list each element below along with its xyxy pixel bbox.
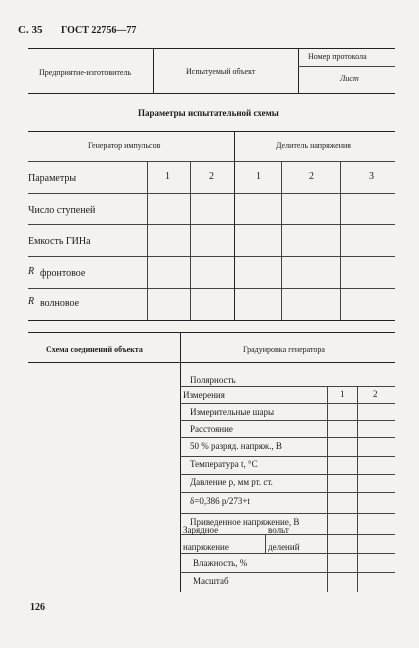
divider-header: Делитель напряжения <box>276 141 351 150</box>
test-object-label: Испытуемый объект <box>186 67 256 76</box>
charging-label-1: Зарядное <box>183 525 219 535</box>
calib-row-3: 50 % разряд. напряж., В <box>190 441 282 451</box>
divider-col-1: 1 <box>256 171 261 182</box>
generator-col-2: 2 <box>209 171 214 182</box>
divider-col-3: 3 <box>369 171 374 182</box>
row-prefix-front: R <box>28 266 35 277</box>
manufacturer-label: Предприятие-изготовитель <box>39 68 132 77</box>
calibration-header: Градуировка генератора <box>243 345 325 354</box>
row-label-wave: волновое <box>40 298 80 309</box>
divisions-label: делений <box>268 542 300 552</box>
sheet-label: Лист <box>340 74 359 83</box>
meas-col-2: 2 <box>373 389 378 399</box>
polarity-label: Полярность <box>190 375 236 385</box>
calib-row-2: Расстояние <box>190 424 233 434</box>
calib-row-5: Давление p, мм рт. ст. <box>190 477 273 487</box>
calib-row-1: Измерительные шары <box>190 407 275 417</box>
meas-col-1: 1 <box>340 389 345 399</box>
row-prefix-wave: R <box>28 296 35 307</box>
humidity-label: Влажность, % <box>193 558 248 568</box>
params-label: Параметры <box>28 173 77 184</box>
row-label-capacity: Емкость ГИНа <box>28 236 91 247</box>
generator-col-1: 1 <box>165 171 170 182</box>
calib-row-4: Температура t, °С <box>190 459 258 469</box>
row-label-stages: Число ступеней <box>28 205 96 216</box>
measurements-label: Измерения <box>183 390 225 400</box>
volt-label: вольт <box>268 525 289 535</box>
scale-label: Масштаб <box>193 576 229 586</box>
page-header-gost: ГОСТ 22756—77 <box>61 25 137 36</box>
generator-header: Генератор импульсов <box>88 141 161 150</box>
charging-label-2: напряжение <box>183 542 229 552</box>
calib-row-7: Приведенное напряжение, В <box>190 517 300 527</box>
protocol-number-label: Номер протокола <box>308 52 367 61</box>
page-header-prefix: С. 35 <box>18 24 43 36</box>
page-number: 126 <box>30 602 45 613</box>
scheme-header: Схема соединений объекта <box>46 345 143 354</box>
calib-row-6: δ=0,386 p/273+t <box>190 496 250 506</box>
divider-col-2: 2 <box>309 171 314 182</box>
row-label-front: фронтовое <box>40 268 86 279</box>
test-scheme-title: Параметры испытательной схемы <box>138 108 279 118</box>
